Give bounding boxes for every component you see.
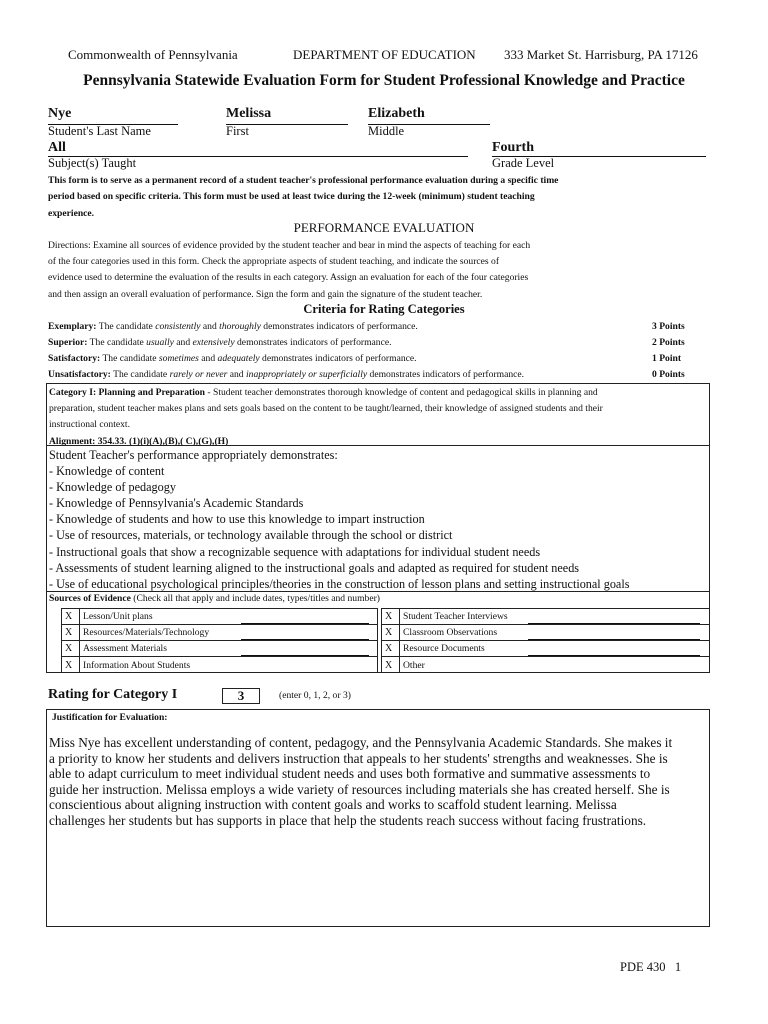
source-other: Other — [399, 656, 710, 673]
source-detail-line[interactable] — [528, 639, 700, 640]
source-observations: Classroom Observations — [399, 624, 710, 640]
subject-label: Subject(s) Taught — [48, 156, 137, 170]
form-notice: This form is to serve as a permanent record of a student teacher's professional performance evaluation during a specific time period based on specific criteria. This form must be used at least twice during the 12-week (minimum) student teaching experience. — [48, 175, 559, 219]
page-number: 1 — [674, 960, 682, 974]
source-checkbox[interactable]: X — [61, 640, 79, 656]
source-documents: Resource Documents — [399, 640, 710, 656]
address-label: 333 Market St. Harrisburg, PA 17126 — [504, 47, 698, 62]
source-detail-line[interactable] — [241, 623, 369, 624]
source-checkbox[interactable]: X — [381, 624, 399, 640]
points-unsatisfactory: 0 Points — [652, 369, 685, 380]
indicator-item: - Use of resources, materials, or technology available through the school or district — [49, 528, 453, 543]
sources-left-grid — [61, 608, 378, 673]
middle-name-label: Middle — [368, 124, 405, 138]
middle-name-value: Elizabeth — [368, 106, 425, 121]
source-detail-line[interactable] — [241, 639, 369, 640]
justification-text: Miss Nye has excellent understanding of content, pedagogy, and the Pennsylvania Academic Standards. She makes it a priority to know her students and delivers instruction that appeals to her students' strengths and weaknesses. She is able to adapt curriculum to meet individual student needs and uses both formative and summative assessments to guide her instruction. Melissa employs a wide variety of resources including materials she has created herself. She is conscientious about aligning instruction with content goals and works to scaffold student learning. Melissa challenges her students but has supports in place that help the students reach success without facing frustrations. — [49, 735, 673, 828]
rating-unsatisfactory: Unsatisfactory: The candidate rarely or never and inappropriately or superficially demonstrates indicators of performance. — [48, 369, 525, 380]
form-id: PDE 430 — [620, 960, 666, 974]
grade-label: Grade Level — [492, 156, 555, 170]
indicator-item: - Assessments of student learning aligned to the instructional goals and adapted as required for student needs — [49, 560, 580, 575]
points-superior: 2 Points — [652, 337, 685, 348]
source-assessment: Assessment Materials — [79, 640, 378, 656]
commonwealth-label: Commonwealth of Pennsylvania — [68, 47, 238, 62]
last-name-value: Nye — [48, 106, 72, 121]
page-footer — [620, 960, 681, 975]
source-detail-line[interactable] — [241, 655, 369, 656]
subject-value: All — [48, 140, 66, 155]
indicator-item: - Use of educational psychological principles/theories in the construction of lesson plans and setting instructional goals — [49, 576, 630, 591]
rating-exemplary: Exemplary: The candidate consistently and thoroughly demonstrates indicators of performance. — [48, 321, 418, 332]
indicator-item: - Knowledge of students and how to use this knowledge to impart instruction — [49, 512, 425, 527]
performance-title: PERFORMANCE EVALUATION — [293, 220, 475, 235]
source-checkbox[interactable]: X — [61, 624, 79, 640]
category-heading: Category I: Planning and Preparation — [49, 387, 205, 398]
first-name-value: Melissa — [226, 106, 272, 121]
last-name-label: Student's Last Name — [48, 124, 151, 138]
first-name-label: First — [226, 124, 249, 138]
source-resources: Resources/Materials/Technology — [79, 624, 378, 640]
source-lesson-plans: Lesson/Unit plans — [79, 608, 378, 624]
source-checkbox[interactable]: X — [381, 640, 399, 656]
rating-satisfactory: Satisfactory: The candidate sometimes and adequately demonstrates indicators of performance. — [48, 353, 417, 364]
source-checkbox[interactable]: X — [381, 656, 399, 673]
demonstrates-heading: Student Teacher's performance appropriately demonstrates: — [49, 448, 338, 462]
sources-right-grid — [381, 608, 710, 673]
indicator-item: - Knowledge of Pennsylvania's Academic Standards — [49, 496, 304, 511]
source-checkbox[interactable]: X — [381, 608, 399, 624]
rating-label: Rating for Category I — [48, 687, 178, 702]
source-checkbox[interactable]: X — [61, 656, 79, 673]
indicators-box — [46, 445, 710, 592]
points-exemplary: 3 Points — [652, 321, 685, 332]
category-description-box: Category I: Planning and Preparation - Student teacher demonstrates thorough knowledge of content and pedagogical skills in planning and preparation, student teacher makes plans and sets goals based on the content to be taught/learned, their knowledge of assigned students and their instructional context. Alignment: 354.33. (1)(i)(A),(B),( C),(G),(H) — [46, 383, 710, 446]
department-label: DEPARTMENT OF EDUCATION — [293, 47, 476, 62]
indicator-item: - Instructional goals that show a recognizable sequence with adaptations for individual student needs — [49, 544, 541, 559]
rating-hint: (enter 0, 1, 2, or 3) — [279, 690, 351, 701]
points-satisfactory: 1 Point — [652, 353, 682, 364]
justification-title: Justification for Evaluation: — [52, 712, 168, 723]
rating-superior: Superior: The candidate usually and extensively demonstrates indicators of performance. — [48, 337, 392, 348]
source-detail-line[interactable] — [528, 655, 700, 656]
rating-input[interactable]: 3 — [222, 688, 260, 704]
sources-title: Sources of Evidence (Check all that apply and include dates, types/titles and number) — [49, 593, 381, 604]
alignment-label: Alignment: 354.33. (1)(i)(A),(B),( C),(G),(H) — [49, 435, 229, 447]
source-detail-line[interactable] — [528, 623, 700, 624]
criteria-title: Criteria for Rating Categories — [303, 302, 465, 316]
indicator-item: - Knowledge of content — [49, 464, 165, 479]
form-title: Pennsylvania Statewide Evaluation Form for Student Professional Knowledge and Practice — [83, 72, 685, 89]
indicator-item: - Knowledge of pedagogy — [49, 480, 176, 495]
source-student-info: Information About Students — [79, 656, 378, 673]
directions: Directions: Examine all sources of evidence provided by the student teacher and bear in mind the aspects of teaching for each of the four categories used in this form. Check the appropriate aspects of student teaching, and indicate the sources of evidence used to determine the evaluation of the results in each category. Assign an evaluation for each of the four categories and then assign an overall evaluation of performance. Sign the form and gain the signature of the student teacher. — [48, 240, 531, 300]
source-interviews: Student Teacher Interviews — [399, 608, 710, 624]
source-checkbox[interactable]: X — [61, 608, 79, 624]
grade-value: Fourth — [492, 140, 534, 155]
